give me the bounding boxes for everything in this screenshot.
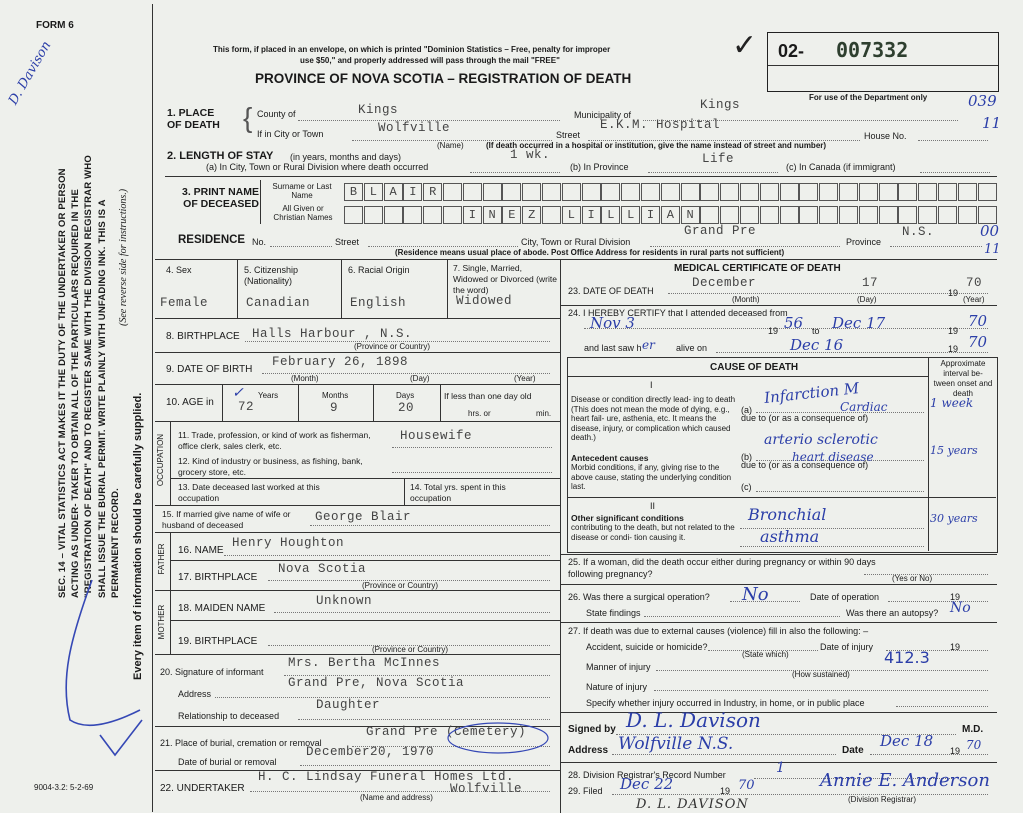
code-1: 039 bbox=[968, 92, 997, 110]
given-cell[interactable] bbox=[839, 206, 858, 224]
dept-note: For use of the Department only bbox=[809, 93, 928, 102]
informant-address-label: Address bbox=[178, 689, 212, 699]
mother-birthplace-sub: (Province or Country) bbox=[372, 645, 449, 654]
surname-cell[interactable] bbox=[542, 183, 561, 201]
given-cell[interactable]: N bbox=[681, 206, 700, 224]
residence-note: (Residence means usual place of abode. Post Office Address for residents in rural parts not sufficient) bbox=[395, 248, 785, 257]
reg-number: 007332 bbox=[836, 38, 909, 62]
surname-cell[interactable] bbox=[562, 183, 581, 201]
city-value: Wolfville bbox=[378, 121, 451, 135]
rule-after-10 bbox=[155, 421, 560, 422]
surname-cell[interactable] bbox=[681, 183, 700, 201]
injury-year: 19 bbox=[950, 642, 961, 652]
spouse-label: 15. If married give name of wife or husband of deceased bbox=[162, 509, 291, 530]
dob-month-sub: (Month) bbox=[291, 374, 319, 383]
to-label: to bbox=[812, 326, 820, 336]
surname-cell[interactable]: L bbox=[364, 183, 383, 201]
residence-city-value: Grand Pre bbox=[684, 224, 757, 238]
residence-no-label: No. bbox=[252, 237, 267, 247]
form-code: 9004-3.2: 5-2-69 bbox=[34, 783, 94, 792]
rule-after-23 bbox=[561, 305, 997, 306]
rule-mother-side bbox=[170, 590, 171, 654]
cause-a-hw: Infarction M bbox=[763, 379, 860, 407]
code-4: 11 bbox=[984, 242, 1001, 257]
surname-cell[interactable] bbox=[938, 183, 957, 201]
surname-cell[interactable] bbox=[819, 183, 838, 201]
citizenship-value: Canadian bbox=[246, 296, 311, 310]
alive-yr-prefix: 19 bbox=[948, 344, 959, 354]
injury-date-label: Date of injury bbox=[820, 642, 874, 652]
op-date-label: Date of operation bbox=[810, 592, 880, 602]
citizenship-label: 5. Citizenship (Nationality) bbox=[244, 265, 299, 286]
racial-label: 6. Racial Origin bbox=[348, 265, 410, 275]
given-cell[interactable] bbox=[978, 206, 997, 224]
last-worked-label: 13. Date deceased last worked at this occupation bbox=[178, 482, 320, 503]
given-cell[interactable] bbox=[403, 206, 422, 224]
stay-unit-note: (in years, months and days) bbox=[290, 152, 402, 162]
cause-b-hw: arterio sclerotic bbox=[764, 432, 878, 448]
mail-notice-2: use $50," and properly addressed will pass through the mail "FREE" bbox=[300, 56, 560, 65]
md-label: M.D. bbox=[962, 724, 984, 735]
years-check: ✓ bbox=[232, 385, 244, 401]
autopsy-hw: No bbox=[950, 600, 971, 616]
father-name-label: 16. NAME bbox=[178, 545, 224, 556]
physician-stamp: D. L. DAVISON bbox=[636, 797, 749, 812]
rule-occ-13 bbox=[171, 478, 560, 479]
relationship-label: Relationship to deceased bbox=[178, 711, 280, 721]
to-yr-hw: 70 bbox=[968, 312, 988, 330]
other-hw2: asthma bbox=[760, 527, 820, 546]
reg-prefix: 02- bbox=[778, 41, 805, 61]
death-month-sub: (Month) bbox=[732, 295, 760, 304]
surname-cell[interactable] bbox=[641, 183, 660, 201]
residence-province-label: Province bbox=[846, 237, 882, 247]
surname-cell[interactable]: A bbox=[384, 183, 403, 201]
pregnancy-label: 25. If a woman, did the death occur either during pregnancy or within 90 days following pregnancy? bbox=[568, 557, 876, 579]
findings-label: State findings bbox=[586, 608, 641, 618]
how-sustained-sub: (How sustained) bbox=[792, 670, 850, 679]
form-label: FORM 6 bbox=[36, 20, 74, 31]
stay-a-value: 1 wk. bbox=[510, 148, 551, 162]
last-saw-label: and last saw h bbox=[584, 343, 642, 353]
other-hw: Bronchial bbox=[748, 505, 827, 524]
op-year: 19 bbox=[950, 592, 961, 602]
margin-note: D. Davison bbox=[6, 38, 55, 108]
given-cell[interactable] bbox=[938, 206, 957, 224]
given-cell[interactable] bbox=[364, 206, 383, 224]
industry-label: 12. Kind of industry or business, as fishing, bank, grocery store, etc. bbox=[178, 456, 363, 477]
death-month: December bbox=[692, 276, 757, 290]
cause-b-hw2: heart disease bbox=[792, 450, 874, 464]
father-birthplace-value: Nova Scotia bbox=[278, 562, 367, 576]
rule-name-sep bbox=[260, 180, 261, 224]
record-label: 28. Division Registrar's Record Number bbox=[568, 770, 726, 780]
undertaker-label: 22. UNDERTAKER bbox=[160, 783, 245, 794]
surname-cell[interactable] bbox=[958, 183, 977, 201]
rule-age-2 bbox=[298, 385, 299, 421]
trade-value: Housewife bbox=[400, 429, 473, 443]
given-cell[interactable] bbox=[958, 206, 977, 224]
signed-hw: D. L. Davison bbox=[626, 708, 761, 732]
spouse-value: George Blair bbox=[315, 510, 412, 524]
informant-address: Grand Pre, Nova Scotia bbox=[288, 676, 465, 690]
birthplace-value: Halls Harbour , N.S. bbox=[252, 327, 413, 341]
specify-label: Specify whether injury occurred in Industry, in home, or in public place bbox=[586, 698, 865, 708]
total-years-label: 14. Total yrs. spent in this occupation bbox=[410, 482, 506, 503]
rule-after-14 bbox=[155, 505, 560, 506]
surname-cell[interactable]: I bbox=[403, 183, 422, 201]
maiden-value: Unknown bbox=[316, 594, 373, 608]
stay-b-value: Life bbox=[702, 152, 735, 166]
stay-label: 2. LENGTH OF STAY bbox=[167, 150, 274, 162]
surgery-label: 26. Was there a surgical operation? bbox=[568, 592, 710, 602]
given-cell[interactable] bbox=[443, 206, 462, 224]
rule-after-9 bbox=[155, 384, 560, 385]
code-hw: 412.3 bbox=[884, 648, 930, 667]
residence-label: RESIDENCE bbox=[178, 234, 246, 246]
surname-label: Surname or Last Name bbox=[272, 182, 332, 200]
years-label: Years bbox=[258, 391, 279, 400]
rule-cause-ii bbox=[567, 497, 996, 498]
surname-cell[interactable] bbox=[502, 183, 521, 201]
manner-label: Manner of injury bbox=[586, 662, 651, 672]
sig-address-label: Address bbox=[568, 745, 609, 756]
city-name-sub: (Name) bbox=[437, 141, 464, 150]
antecedent-label: Antecedent causes bbox=[571, 453, 649, 463]
left-margin-rule bbox=[152, 4, 153, 812]
supply-text: Every item of information should be carefully supplied. bbox=[132, 392, 144, 680]
place-label: 1. PLACE OF DEATH bbox=[167, 107, 220, 131]
rule-age-1 bbox=[222, 385, 223, 421]
dob-label: 9. DATE OF BIRTH bbox=[166, 364, 253, 375]
from-yr-prefix: 19 bbox=[768, 326, 779, 336]
burial-place-label: 21. Place of burial, cremation or removal bbox=[160, 738, 322, 748]
surname-cell[interactable] bbox=[661, 183, 680, 201]
stay-a-label: (a) In City, Town or Rural Division where death occurred bbox=[206, 162, 429, 172]
given-cell[interactable] bbox=[879, 206, 898, 224]
section-i: I bbox=[650, 380, 653, 390]
rule-name-top bbox=[165, 176, 997, 177]
burial-circle bbox=[446, 720, 556, 760]
form-title: PROVINCE OF NOVA SCOTIA – REGISTRATION OF DEATH bbox=[255, 71, 632, 86]
informant-sig-label: 20. Signature of informant bbox=[160, 667, 264, 677]
to-date-hw: Dec 17 bbox=[832, 314, 886, 332]
certify-label: 24. I HEREBY CERTIFY that I attended deceased from bbox=[568, 308, 788, 318]
rule-cause-title bbox=[567, 376, 928, 377]
reverse-text: (See reverse side for instructions.) bbox=[118, 188, 129, 326]
residence-street-label: Street bbox=[335, 237, 360, 247]
dob-value: February 26, 1898 bbox=[272, 355, 409, 369]
surname-cells[interactable] bbox=[344, 183, 998, 201]
given-cell[interactable]: A bbox=[661, 206, 680, 224]
dob-year-sub: (Year) bbox=[514, 374, 536, 383]
cause-a-hw2: Cardiac bbox=[840, 400, 888, 414]
antecedent-desc: Morbid conditions, if any, giving rise to the above cause, stating the underlying condition last. bbox=[571, 463, 732, 491]
given-cell[interactable]: L bbox=[601, 206, 620, 224]
surname-cell[interactable] bbox=[740, 183, 759, 201]
rule-5-6 bbox=[341, 260, 342, 318]
surname-cell[interactable] bbox=[463, 183, 482, 201]
father-name-value: Henry Houghton bbox=[232, 536, 345, 550]
check-mark: ✓ bbox=[732, 28, 758, 63]
stay-c-label: (c) In Canada (if immigrant) bbox=[786, 162, 896, 172]
sex-label: 4. Sex bbox=[166, 265, 192, 275]
burial-date-value: December20, 1970 bbox=[306, 745, 435, 759]
surname-cell[interactable] bbox=[582, 183, 601, 201]
marital-value: Widowed bbox=[456, 294, 513, 308]
mother-side-label: MOTHER bbox=[157, 604, 166, 640]
rule-occ-side bbox=[170, 421, 171, 505]
given-cell[interactable] bbox=[760, 206, 779, 224]
given-cell[interactable] bbox=[799, 206, 818, 224]
from-yr-hw: 56 bbox=[784, 314, 804, 332]
filed-yr-hw: 70 bbox=[738, 778, 755, 793]
maiden-label: 18. MAIDEN NAME bbox=[178, 603, 266, 614]
surname-cell[interactable] bbox=[898, 183, 917, 201]
stay-b-label: (b) In Province bbox=[570, 162, 629, 172]
surname-cell[interactable] bbox=[918, 183, 937, 201]
rule-age-4 bbox=[440, 385, 441, 421]
mother-birthplace-label: 19. BIRTHPLACE bbox=[178, 636, 258, 647]
father-side-label: FATHER bbox=[157, 543, 166, 575]
undertaker-value: H. C. Lindsay Funeral Homes Ltd. bbox=[258, 770, 515, 784]
statute-text: SEC. 14 – VITAL STATISTICS ACT MAKES IT THE DUTY OF THE UNDERTAKER OR PERSON ACTING AS UNDER- TAKER TO OBTAIN ALL OF THE PARTICULARS REQUIRED IN THE "REGISTRATION OF DEATH" AND TO REGISTER SAME WITH THE DIVISION REGISTRAR WHO SHALL ISSUE THE BURIAL PERMIT. WRITE PLAINLY WITH UNFADING INK. THIS IS A PERMANENT RECORD. bbox=[57, 155, 121, 598]
hrs-label: hrs. or bbox=[468, 409, 491, 418]
due-to-b: due to (or as a consequence of) bbox=[741, 460, 869, 470]
rule-4-5 bbox=[237, 260, 238, 318]
given-cell[interactable] bbox=[819, 206, 838, 224]
surname-cell[interactable] bbox=[720, 183, 739, 201]
given-cell[interactable] bbox=[780, 206, 799, 224]
street-label: Street bbox=[556, 130, 581, 140]
cause-a-interval: 1 week bbox=[930, 396, 974, 410]
death-date-label: 23. DATE OF DEATH bbox=[568, 286, 654, 296]
mail-notice-1: This form, if placed in an envelope, on which is printed "Dominion Statistics – Free, penalty for improper bbox=[213, 45, 611, 54]
street-value: E.K.M. Hospital bbox=[600, 118, 721, 132]
rule-interval bbox=[928, 357, 929, 551]
months-value: 9 bbox=[330, 401, 339, 415]
filed-label: 29. Filed bbox=[568, 786, 603, 796]
birthplace-label: 8. BIRTHPLACE bbox=[166, 331, 240, 342]
given-cell[interactable] bbox=[918, 206, 937, 224]
county-value: Kings bbox=[358, 103, 399, 117]
death-day: 17 bbox=[862, 276, 879, 290]
record-hw: 1 bbox=[776, 760, 785, 776]
given-cell[interactable] bbox=[700, 206, 719, 224]
surname-cell[interactable] bbox=[799, 183, 818, 201]
given-cell[interactable]: Z bbox=[522, 206, 541, 224]
signed-label: Signed by bbox=[568, 724, 616, 735]
racial-value: English bbox=[350, 296, 407, 310]
surname-cell[interactable] bbox=[760, 183, 779, 201]
last-saw-hw: er bbox=[642, 338, 655, 352]
given-cell[interactable]: I bbox=[463, 206, 482, 224]
given-cell[interactable]: I bbox=[641, 206, 660, 224]
code-3: 00 bbox=[980, 222, 1000, 240]
sig-date-label: Date bbox=[842, 745, 864, 756]
father-birthplace-sub: (Province or Country) bbox=[362, 581, 439, 590]
given-cell[interactable] bbox=[740, 206, 759, 224]
given-label: All Given or Christian Names bbox=[273, 204, 333, 222]
given-cell[interactable] bbox=[859, 206, 878, 224]
marital-label: 7. Single, Married, Widowed or Divorced (write the word) bbox=[453, 263, 557, 295]
years-value: 72 bbox=[238, 400, 255, 414]
surname-cell[interactable] bbox=[839, 183, 858, 201]
given-cell[interactable] bbox=[344, 206, 363, 224]
to-yr-prefix: 19 bbox=[948, 326, 959, 336]
from-date-hw: Nov 3 bbox=[590, 314, 635, 332]
surname-cell[interactable] bbox=[522, 183, 541, 201]
filed-hw: Dec 22 bbox=[620, 775, 674, 793]
given-cells[interactable] bbox=[344, 206, 998, 224]
days-value: 20 bbox=[398, 401, 415, 415]
house-label: House No. bbox=[864, 131, 907, 141]
sig-address-hw: Wolfville N.S. bbox=[618, 734, 734, 754]
surname-cell[interactable] bbox=[443, 183, 462, 201]
filed-yr-prefix: 19 bbox=[720, 786, 731, 796]
surname-cell[interactable]: R bbox=[423, 183, 442, 201]
city-label: If in City or Town bbox=[257, 129, 324, 139]
undertaker-city: Wolfville bbox=[450, 782, 523, 796]
state-which-sub: (State which) bbox=[742, 650, 789, 659]
death-year: 70 bbox=[966, 276, 983, 290]
death-year-sub: (Year) bbox=[963, 295, 985, 304]
surname-cell[interactable] bbox=[879, 183, 898, 201]
given-cell[interactable] bbox=[542, 206, 561, 224]
dob-day-sub: (Day) bbox=[410, 374, 430, 383]
burial-date-label: Date of burial or removal bbox=[178, 757, 277, 767]
rule-father-mid bbox=[171, 560, 560, 561]
cause-a-label: (a) bbox=[741, 405, 752, 415]
given-cell[interactable]: I bbox=[582, 206, 601, 224]
surname-cell[interactable] bbox=[859, 183, 878, 201]
rule-age-3 bbox=[373, 385, 374, 421]
undertaker-sub: (Name and address) bbox=[360, 793, 433, 802]
alive-date-hw: Dec 16 bbox=[790, 336, 844, 354]
yes-no-sub: (Yes or No) bbox=[892, 574, 933, 583]
birthplace-sub: (Province or Country) bbox=[354, 342, 431, 351]
sig-year-prefix: 19 bbox=[950, 746, 961, 756]
given-cell[interactable]: E bbox=[502, 206, 521, 224]
alive-label: alive on bbox=[676, 343, 708, 353]
surname-cell[interactable] bbox=[483, 183, 502, 201]
given-cell[interactable]: L bbox=[621, 206, 640, 224]
other-label: Other significant conditions bbox=[571, 513, 684, 523]
interval-label: Approximate interval be- tween onset and death bbox=[933, 359, 993, 398]
months-label: Months bbox=[322, 391, 349, 400]
sig-date-hw: Dec 18 bbox=[880, 732, 934, 750]
given-cell[interactable]: N bbox=[483, 206, 502, 224]
age-label: 10. AGE in bbox=[166, 397, 214, 408]
informant-name: Mrs. Bertha McInnes bbox=[288, 656, 441, 670]
death-day-sub: (Day) bbox=[857, 295, 877, 304]
surgery-hw: No bbox=[742, 584, 769, 605]
direct-cause-label: Disease or condition directly lead- ing to death (This does not mean the mode of dying, e.g., heart fail- ure, asthenia, etc. It means the disease, injury, or complication which caused death.) bbox=[571, 395, 736, 442]
margin-scribble bbox=[30, 560, 150, 780]
municipality-value: Kings bbox=[700, 98, 741, 112]
given-cell[interactable] bbox=[898, 206, 917, 224]
burial-place-value: Grand Pre (Cemetery) bbox=[366, 725, 527, 739]
brace-1: { bbox=[243, 102, 253, 133]
residence-city-label: City, Town or Rural Division bbox=[521, 237, 631, 247]
autopsy-label: Was there an autopsy? bbox=[846, 608, 939, 618]
registrar-sub: (Division Registrar) bbox=[848, 795, 917, 804]
cause-b-interval: 15 years bbox=[930, 444, 978, 457]
given-cell[interactable] bbox=[423, 206, 442, 224]
external-label: 27. If death was due to external causes (violence) fill in also the following: – bbox=[568, 626, 869, 636]
other-interval: 30 years bbox=[930, 512, 978, 525]
rule-after-cause bbox=[561, 554, 997, 555]
registration-number-box bbox=[767, 32, 999, 92]
given-cell[interactable]: L bbox=[562, 206, 581, 224]
less-day-label: If less than one day old bbox=[444, 391, 532, 401]
cause-title: CAUSE OF DEATH bbox=[710, 362, 799, 373]
surname-cell[interactable]: B bbox=[344, 183, 363, 201]
institution-note: (If death occurred in a hospital or institution, give the name instead of street and number) bbox=[486, 141, 827, 150]
other-desc: contributing to the death, but not related to the disease or condi- tion causing it. bbox=[571, 523, 735, 542]
cause-c-label: (c) bbox=[741, 482, 752, 492]
rule-13-14 bbox=[404, 478, 405, 505]
surname-cell[interactable] bbox=[780, 183, 799, 201]
relationship-value: Daughter bbox=[316, 698, 381, 712]
rule-after-25 bbox=[561, 584, 997, 585]
rule-main-top bbox=[155, 259, 997, 260]
rule-after-father bbox=[155, 590, 560, 591]
registrar-signature-hw: Annie E. Anderson bbox=[820, 770, 990, 791]
accident-label: Accident, suicide or homicide? bbox=[586, 642, 708, 652]
given-cell[interactable] bbox=[384, 206, 403, 224]
section-ii: II bbox=[650, 501, 656, 511]
rule-center bbox=[560, 259, 561, 813]
residence-province-value: N.S. bbox=[902, 225, 935, 239]
min-label: min. bbox=[536, 409, 552, 418]
rule-after-mother bbox=[155, 654, 560, 655]
rule-after-15 bbox=[155, 532, 560, 533]
name-label: 3. PRINT NAME OF DECEASED bbox=[181, 186, 259, 210]
surname-cell[interactable] bbox=[601, 183, 620, 201]
due-to-a: due to (or as a consequence of) bbox=[741, 413, 869, 423]
death-year-prefix: 19 bbox=[948, 288, 959, 298]
surname-cell[interactable] bbox=[621, 183, 640, 201]
surname-cell[interactable] bbox=[978, 183, 997, 201]
rule-after-26 bbox=[561, 622, 997, 623]
municipality-label: Municipality of bbox=[574, 110, 632, 120]
rule-after-7 bbox=[155, 318, 560, 319]
sig-year-hw: 70 bbox=[966, 738, 982, 752]
nature-label: Nature of injury bbox=[586, 682, 648, 692]
given-cell[interactable] bbox=[720, 206, 739, 224]
sex-value: Female bbox=[160, 296, 209, 310]
days-label: Days bbox=[396, 391, 415, 400]
alive-yr-hw: 70 bbox=[968, 333, 988, 351]
rule-after-8 bbox=[155, 352, 560, 353]
occupation-side-label: OCCUPATION bbox=[156, 433, 165, 487]
rule-6-7 bbox=[447, 260, 448, 318]
cause-b-label: (b) bbox=[741, 452, 752, 462]
medical-title: MEDICAL CERTIFICATE OF DEATH bbox=[674, 263, 841, 274]
rule-mother-mid bbox=[171, 620, 560, 621]
rule-father-side bbox=[170, 532, 171, 590]
county-label: County of bbox=[257, 109, 296, 119]
code-2: 11 bbox=[982, 114, 1002, 132]
father-birthplace-label: 17. BIRTHPLACE bbox=[178, 572, 258, 583]
trade-label: 11. Trade, profession, or kind of work as fisherman, office clerk, sales clerk, etc. bbox=[178, 430, 371, 451]
surname-cell[interactable] bbox=[700, 183, 719, 201]
